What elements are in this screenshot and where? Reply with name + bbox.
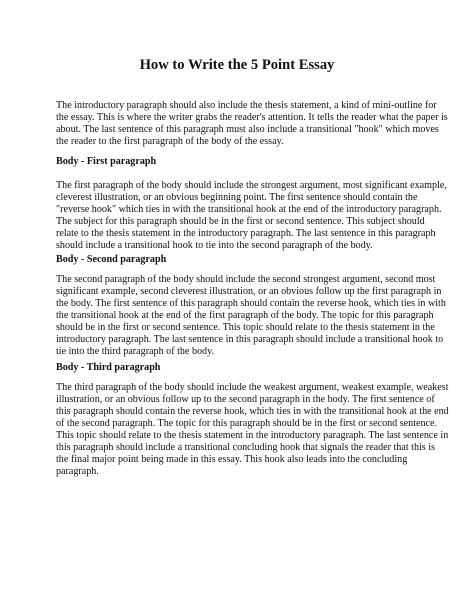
section-heading: Body - Second paragraph bbox=[56, 254, 167, 265]
text-line: relate to the thesis statement in the introductory paragraph. The last sentence in this paragraph bbox=[56, 228, 436, 239]
section-heading: Body - First paragraph bbox=[56, 156, 157, 167]
text-line: introductory paragraph. The last sentence in this paragraph should include a transitional hook to bbox=[56, 334, 444, 345]
text-line: The introductory paragraph should also include the thesis statement, a kind of mini-outline for bbox=[56, 100, 437, 111]
text-line: The third paragraph of the body should include the weakest argument, weakest example, weakest bbox=[56, 382, 449, 393]
text-layer bbox=[56, 0, 449, 613]
text-line: the final major point being made in this essay. This hook also leads into the concluding bbox=[56, 454, 408, 465]
text-line: should be in the first or second sentence. This topic should relate to the thesis statement in the bbox=[56, 322, 435, 333]
text-line: this paragraph should contain the reverse hook, which ties in with the transitional hook at the end bbox=[56, 406, 449, 417]
text-line: "reverse hook" which ties in with the transitional hook at the end of the introductory paragraph. bbox=[56, 204, 442, 215]
text-line: the transitional hook at the end of the first paragraph of the body. The topic for this paragraph bbox=[56, 310, 434, 321]
text-line: paragraph. bbox=[56, 466, 99, 477]
text-line: This topic should relate to the thesis statement in the introductory paragraph. The last sentence in bbox=[56, 430, 449, 441]
text-line: The subject for this paragraph should be in the first or second sentence. This subject should bbox=[56, 216, 425, 227]
text-line: the essay. This is where the writer grabs the reader's attention. It tells the reader what the paper is bbox=[56, 112, 448, 123]
text-line: the reader to the first paragraph of the body of the essay. bbox=[56, 136, 284, 147]
text-line: should include a transitional hook to tie into the second paragraph of the body. bbox=[56, 240, 373, 251]
text-line: tie into the third paragraph of the body. bbox=[56, 346, 214, 357]
text-line: The second paragraph of the body should include the second strongest argument, second most bbox=[56, 274, 436, 285]
text-line: cleverest illustration, or an obvious beginning point. The first sentence should contain the bbox=[56, 192, 418, 203]
page-title: How to Write the 5 Point Essay bbox=[139, 57, 335, 73]
text-line: the body. The first sentence of this paragraph should contain the reverse hook, which ties in with bbox=[56, 298, 446, 309]
text-line: significant example, second cleverest illustration, or an obvious follow up the first paragraph in bbox=[56, 286, 442, 297]
text-line: The first paragraph of the body should include the strongest argument, most significant example, bbox=[56, 180, 447, 191]
text-line: this paragraph should include a transitional concluding hook that signals the reader that this is bbox=[56, 442, 435, 453]
text-line: illustration, or an obvious follow up to the second paragraph in the body. The first sentence of bbox=[56, 394, 435, 405]
text-line: of the second paragraph. The topic for this paragraph should be in the first or second sentence. bbox=[56, 418, 438, 429]
text-line: about. The last sentence of this paragraph must also include a transitional "hook" which moves bbox=[56, 124, 439, 135]
section-heading: Body - Third paragraph bbox=[56, 362, 161, 373]
